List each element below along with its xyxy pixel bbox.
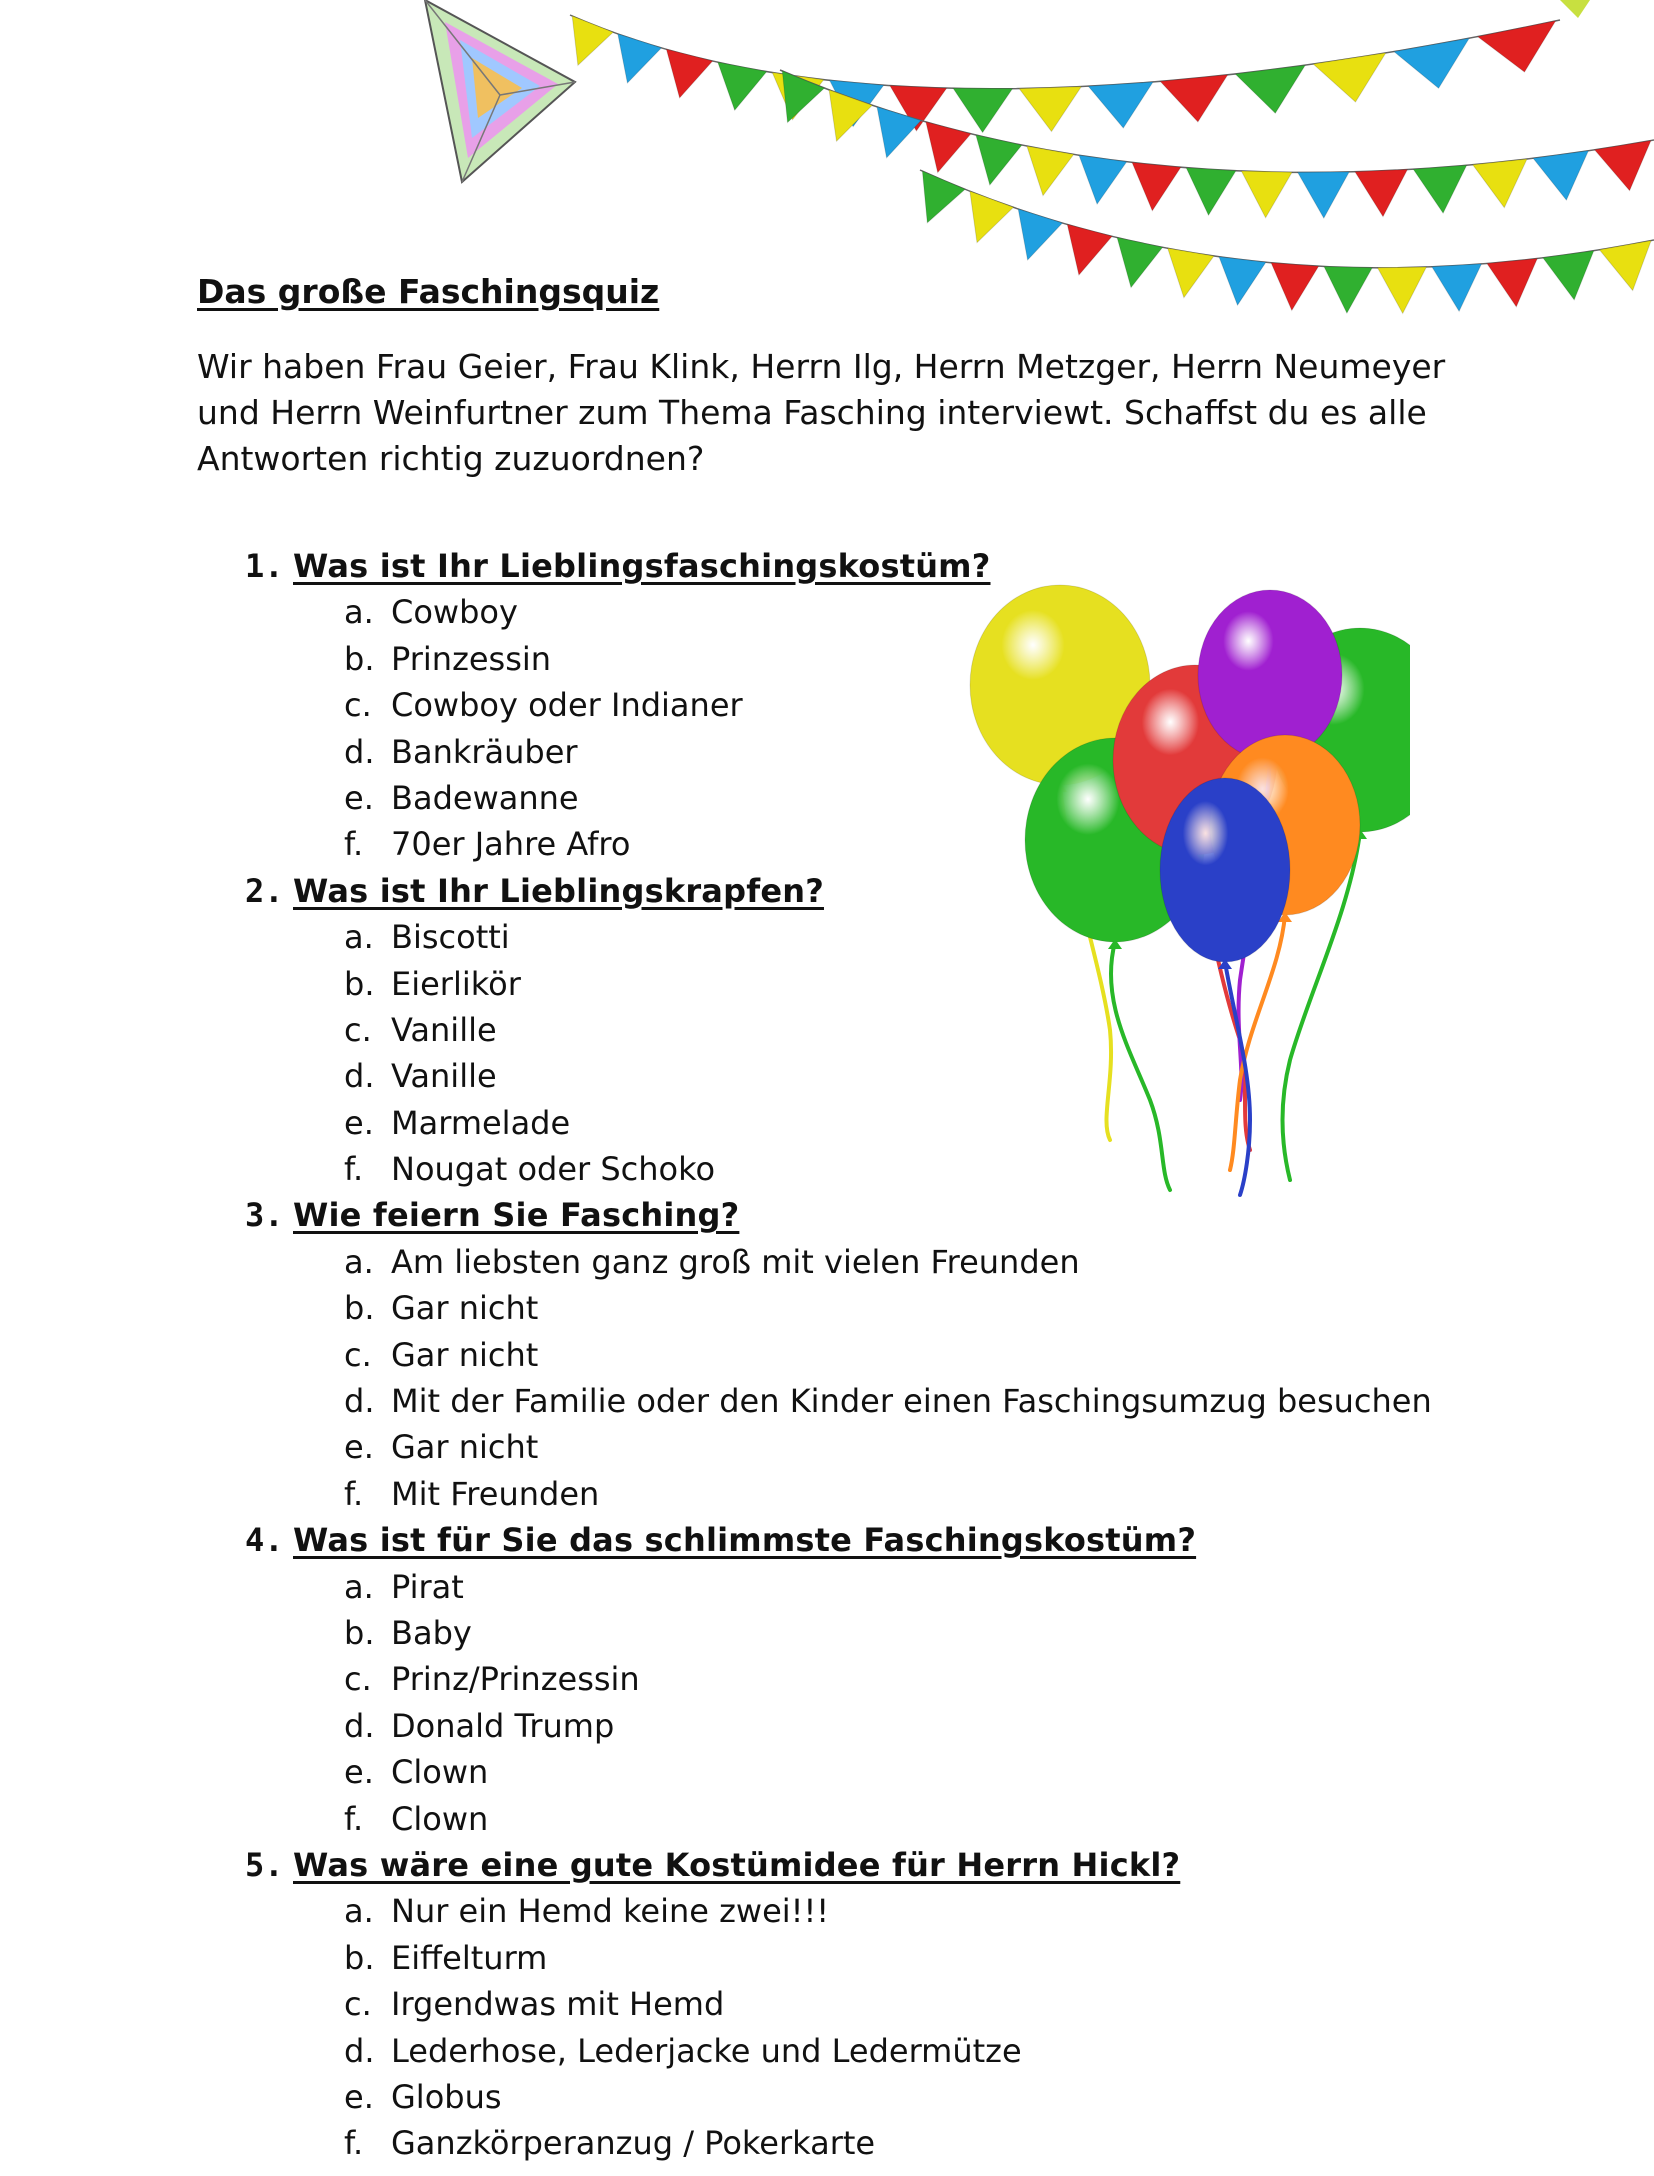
page-title: Das große Faschingsquiz	[197, 272, 660, 311]
question	[0, 1192, 1654, 1238]
bunting-flag	[926, 122, 971, 173]
bunting-flag	[1600, 241, 1652, 291]
bunting-flag	[1478, 21, 1556, 72]
answer-letter: c.	[344, 686, 372, 725]
bunting-flag	[718, 62, 767, 110]
answer-letter: f.	[344, 825, 364, 864]
question	[0, 543, 1654, 589]
bunting-flag	[1355, 170, 1407, 217]
bunting-flag	[1487, 259, 1537, 307]
answer-text: Irgendwas mit Hemd	[391, 1985, 725, 2024]
bunting-flag	[1313, 53, 1386, 102]
answer-text: Cowboy	[391, 593, 518, 632]
answer-text: Globus	[391, 2077, 502, 2116]
answer-item	[0, 682, 1654, 728]
answer-text: Eierlikör	[391, 964, 521, 1003]
answer-text: Cowboy oder Indianer	[391, 686, 743, 725]
answer-item	[0, 1935, 1654, 1981]
answer-item	[0, 636, 1654, 682]
intro-paragraph	[197, 344, 1457, 482]
bunting-flag	[1533, 151, 1588, 200]
answer-letter: a.	[344, 593, 374, 632]
bunting-flag	[1160, 75, 1227, 122]
bunting-flag	[1298, 172, 1350, 218]
answer-item	[0, 1981, 1654, 2027]
intro-line: Wir haben Frau Geier, Frau Klink, Herrn Ilg, Herrn Metzger, Herrn Neumeyer	[197, 347, 1446, 386]
answer-item	[0, 1053, 1654, 1099]
answer-item	[0, 1888, 1654, 1934]
answer-letter: f.	[344, 1474, 364, 1513]
bunting-flag	[1324, 267, 1372, 314]
answer-item	[0, 1796, 1654, 1842]
bunting-flag	[1473, 159, 1527, 208]
bunting-flag	[1560, 0, 1590, 18]
bunting-flag	[922, 171, 965, 223]
answer-text: Lederhose, Lederjacke und Ledermütze	[391, 2031, 1022, 2070]
bunting-flag	[618, 34, 662, 83]
question-text: Was ist Ihr Lieblingsfaschingskostüm?	[293, 547, 991, 585]
bunting-flag	[1088, 82, 1153, 128]
bunting-flag	[1168, 248, 1214, 297]
answer-text: Baby	[391, 1613, 472, 1652]
answer-text: Clown	[391, 1799, 489, 1838]
answer-letter: f.	[344, 1799, 364, 1838]
answer-text: Ganzkörperanzug / Pokerkarte	[391, 2124, 876, 2163]
answer-letter: c.	[344, 1010, 372, 1049]
bunting-flag	[1219, 257, 1266, 306]
answer-text: Biscotti	[391, 918, 510, 957]
answer-item	[0, 1703, 1654, 1749]
bunting-flag	[1413, 165, 1466, 213]
bunting-flag	[953, 88, 1012, 132]
question-text: Was ist Ihr Lieblingskrapfen?	[293, 871, 824, 910]
answer-item	[0, 2028, 1654, 2074]
answer-item	[0, 1610, 1654, 1656]
bunting-flag	[1067, 224, 1112, 275]
answer-item	[0, 1749, 1654, 1795]
bunting-flag	[666, 49, 712, 98]
answer-letter: e.	[344, 1428, 374, 1467]
answer-letter: b.	[344, 1289, 375, 1328]
garland-string	[570, 15, 1560, 133]
bunting-flag	[1132, 163, 1181, 211]
answer-text: Am liebsten ganz groß mit vielen Freunden	[391, 1242, 1080, 1281]
answer-letter: b.	[344, 639, 375, 678]
answer-letter: c.	[344, 1335, 372, 1374]
bunting-flag	[1117, 238, 1163, 288]
answer-text: Prinzessin	[391, 639, 552, 678]
bunting-flag	[1595, 141, 1651, 191]
answer-text: Donald Trump	[391, 1706, 615, 1745]
bunting-flag	[1271, 263, 1319, 311]
answer-text: Pirat	[391, 1567, 464, 1606]
answer-item	[0, 1007, 1654, 1053]
question-text: Wie feiern Sie Fasching?	[293, 1196, 740, 1235]
answer-letter: a.	[344, 918, 374, 957]
answer-letter: b.	[344, 964, 375, 1003]
question-number: 5.	[245, 1845, 284, 1884]
question	[0, 868, 1654, 914]
answer-text: Nur ein Hemd keine zwei!!!	[391, 1892, 830, 1931]
bunting-flag	[1186, 168, 1236, 216]
answer-item	[0, 1656, 1654, 1702]
answer-text: Badewanne	[391, 778, 579, 817]
quiz-list	[0, 543, 1654, 2167]
answer-letter: e.	[344, 1103, 374, 1142]
answer-letter: a.	[344, 1567, 374, 1606]
answer-letter: d.	[344, 2031, 375, 2070]
intro-line: Antworten richtig zuzuordnen?	[197, 439, 705, 478]
answer-item	[0, 775, 1654, 821]
answer-text: Eiffelturm	[391, 1938, 548, 1977]
answer-text: Prinz/Prinzessin	[391, 1660, 640, 1699]
answer-letter: b.	[344, 1613, 375, 1652]
bunting-flag	[1432, 264, 1482, 311]
answer-item	[0, 1424, 1654, 1470]
answer-letter: c.	[344, 1985, 372, 2024]
answer-text: Nougat oder Schoko	[391, 1150, 716, 1189]
answer-text: Gar nicht	[391, 1289, 539, 1328]
bunting-flag	[1027, 146, 1074, 196]
question-text: Was wäre eine gute Kostümidee für Herrn Hickl?	[293, 1845, 1181, 1884]
answer-text: Bankräuber	[391, 732, 578, 771]
answer-letter: d.	[344, 1706, 375, 1745]
answer-item	[0, 1146, 1654, 1192]
answer-text: Mit der Familie oder den Kinder einen Faschingsumzug besuchen	[391, 1382, 1432, 1421]
answer-item	[0, 1239, 1654, 1285]
answer-text: Clown	[391, 1753, 489, 1792]
answer-letter: d.	[344, 732, 375, 771]
bunting-flag	[1543, 251, 1594, 300]
question	[0, 1842, 1654, 1888]
intro-line: und Herrn Weinfurtner zum Thema Fasching interviewt. Schaffst du es alle	[197, 393, 1427, 432]
bunting-flag	[976, 135, 1022, 185]
answer-item	[0, 1285, 1654, 1331]
answer-text: Vanille	[391, 1057, 497, 1096]
answer-item	[0, 589, 1654, 635]
bunting-flag	[1019, 87, 1081, 132]
answer-letter: c.	[344, 1660, 372, 1699]
answer-letter: f.	[344, 2124, 364, 2163]
answer-letter: d.	[344, 1057, 375, 1096]
bunting-flag	[1235, 65, 1305, 113]
answer-letter: e.	[344, 2077, 374, 2116]
answer-letter: a.	[344, 1242, 374, 1281]
answer-text: Mit Freunden	[391, 1474, 600, 1513]
answer-letter: e.	[344, 1753, 374, 1792]
answer-item	[0, 961, 1654, 1007]
answer-item	[0, 729, 1654, 775]
answer-item	[0, 1378, 1654, 1424]
bunting-flag	[1394, 38, 1469, 88]
question-number: 1.	[245, 547, 284, 585]
bunting-flag	[1079, 155, 1127, 204]
bunting-flag	[1018, 209, 1062, 260]
answer-text: Gar nicht	[391, 1428, 539, 1467]
answer-text: 70er Jahre Afro	[391, 825, 631, 864]
bunting-flag	[1241, 171, 1292, 218]
bunting-flag	[970, 191, 1014, 242]
answer-text: Vanille	[391, 1010, 497, 1049]
answer-text: Gar nicht	[391, 1335, 539, 1374]
answer-letter: d.	[344, 1382, 375, 1421]
bunting-flag	[1378, 267, 1427, 313]
answer-text: Marmelade	[391, 1103, 571, 1142]
answer-item	[0, 914, 1654, 960]
answer-letter: e.	[344, 778, 374, 817]
answer-letter: a.	[344, 1892, 374, 1931]
question-number: 4.	[245, 1521, 284, 1560]
answer-item	[0, 1471, 1654, 1517]
answer-letter: f.	[344, 1150, 364, 1189]
question-text: Was ist für Sie das schlimmste Faschingskostüm?	[293, 1521, 1197, 1560]
answer-item	[0, 1564, 1654, 1610]
answer-item	[0, 1100, 1654, 1146]
answer-letter: b.	[344, 1938, 375, 1977]
garland-string	[920, 170, 1654, 313]
answer-item	[0, 1332, 1654, 1378]
question-number: 3.	[245, 1196, 284, 1235]
kite-pennant-icon	[425, 0, 575, 182]
answer-item	[0, 2120, 1654, 2166]
bunting-flag	[572, 16, 613, 65]
question-number: 2.	[245, 871, 284, 910]
answer-item	[0, 2074, 1654, 2120]
answer-item	[0, 821, 1654, 867]
question	[0, 1517, 1654, 1563]
